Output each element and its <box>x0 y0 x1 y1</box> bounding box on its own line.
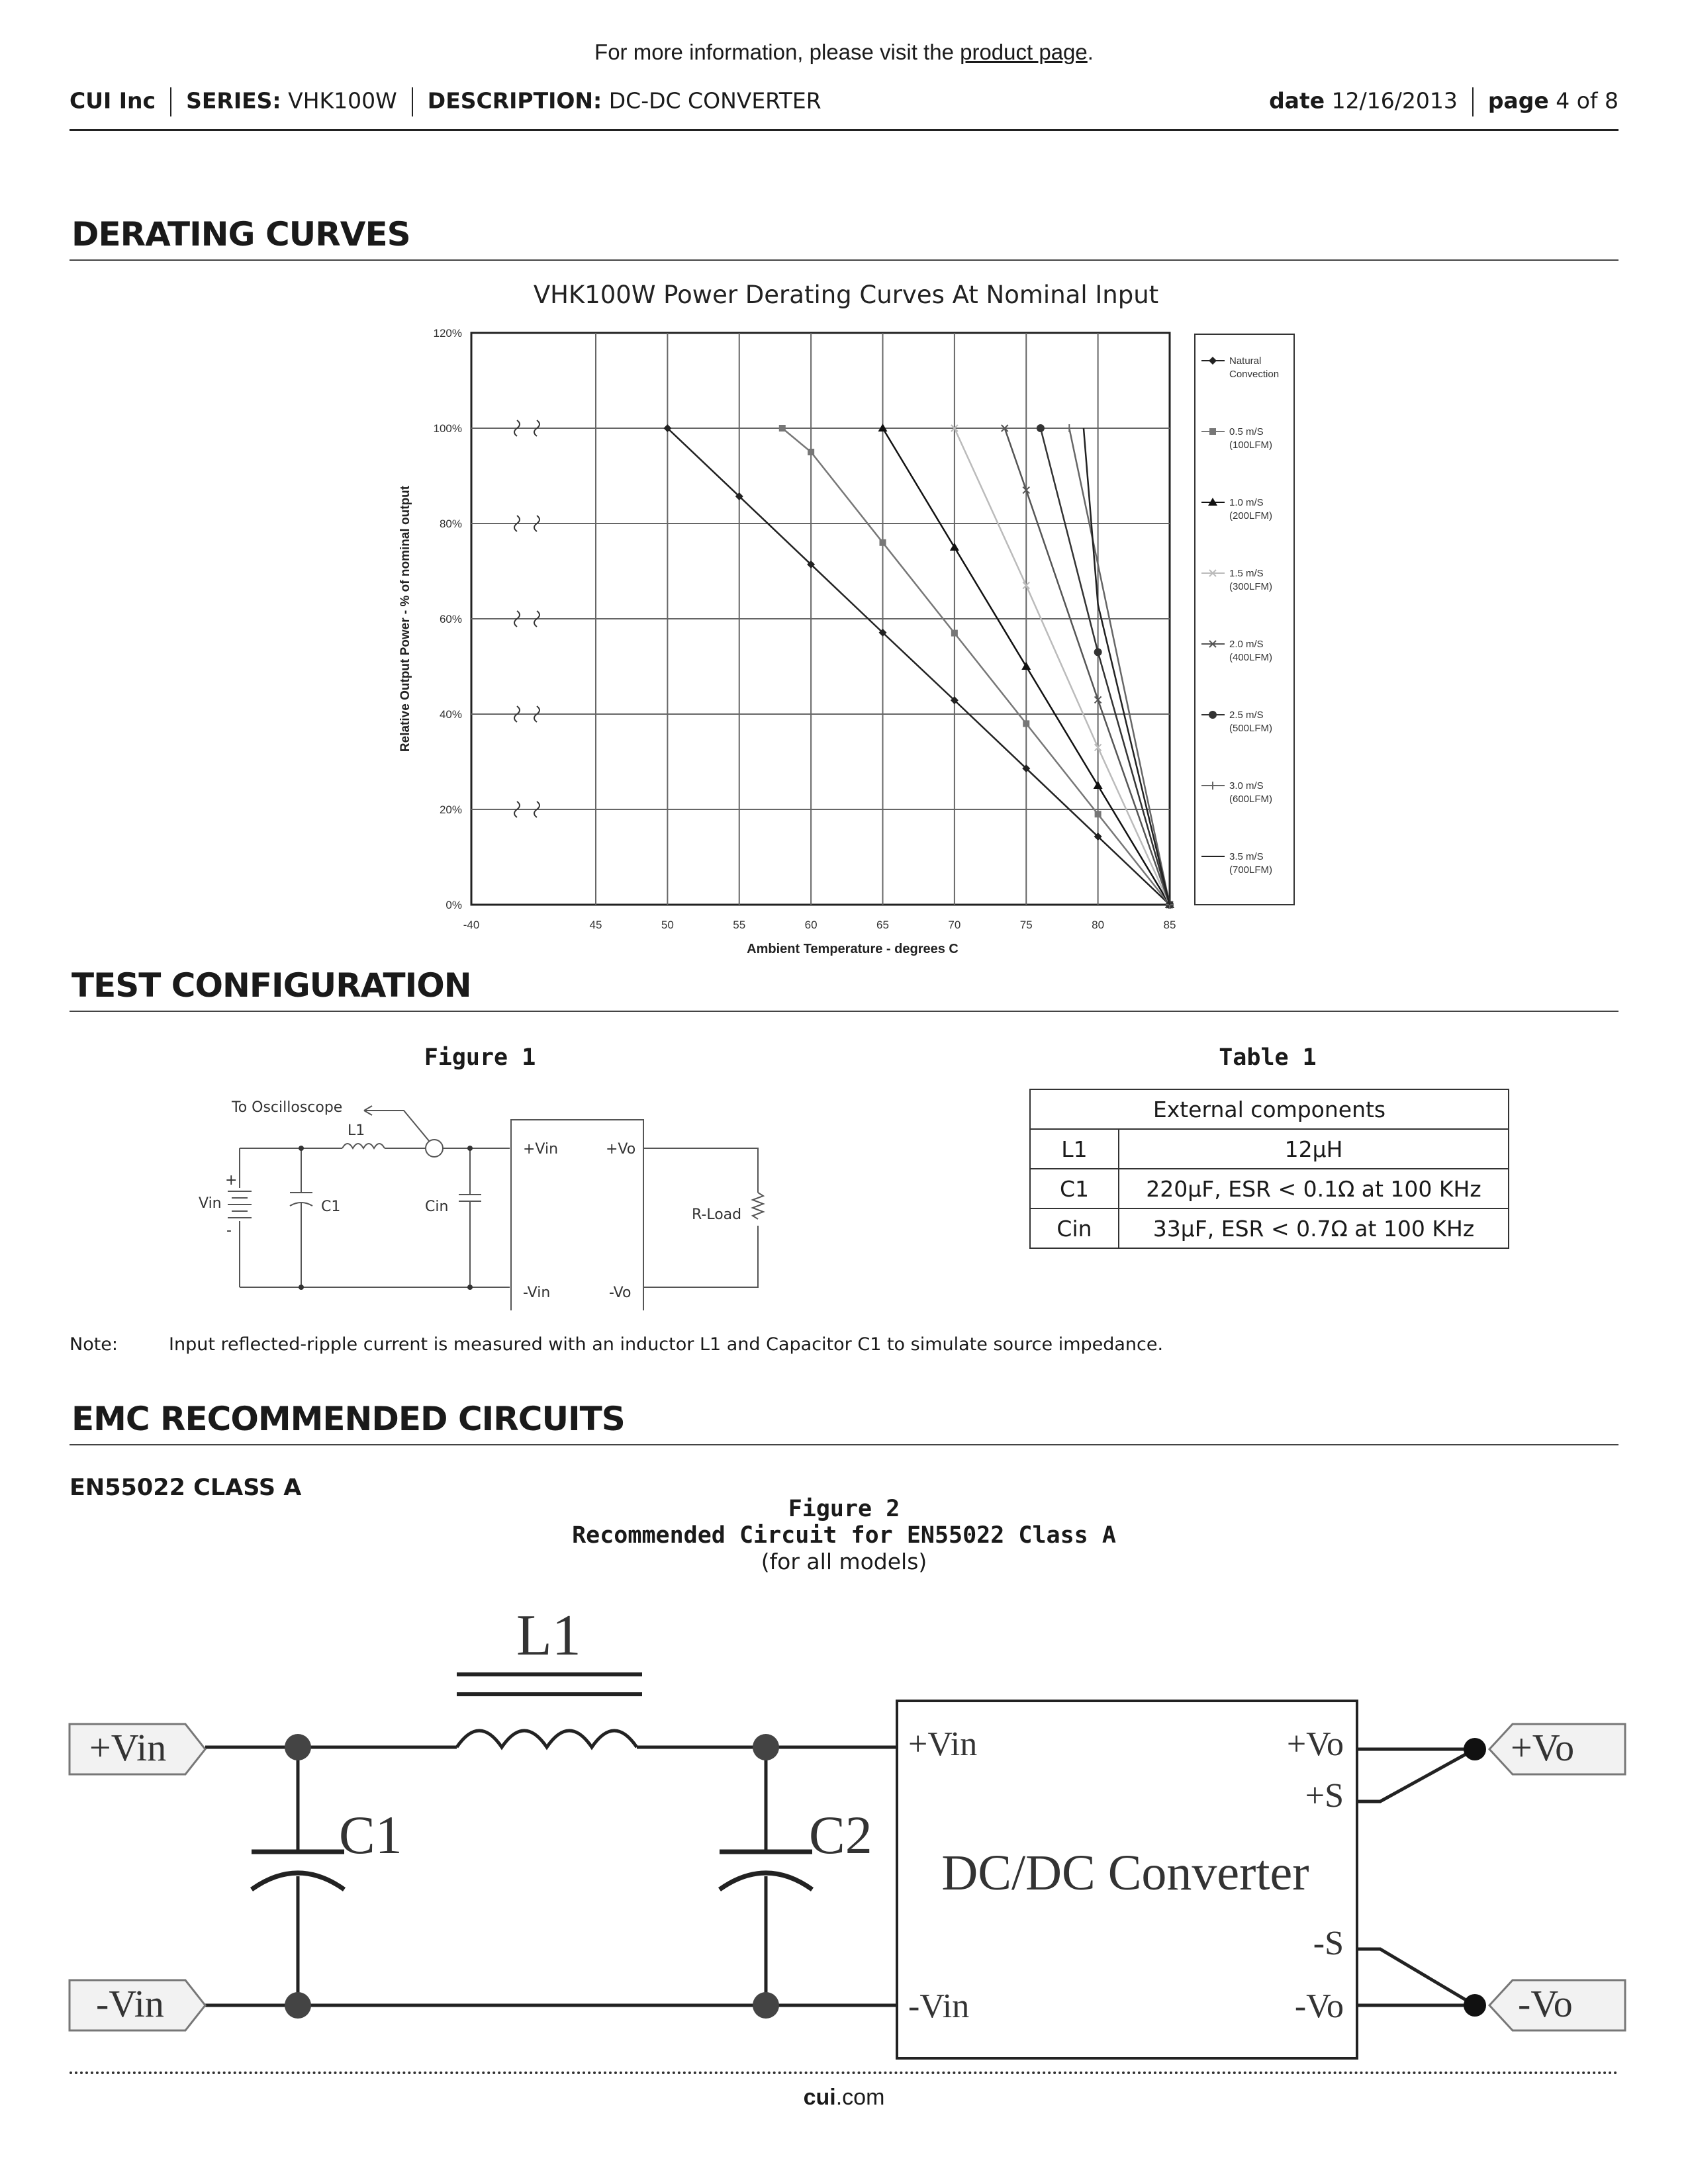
fig1-pvo-label: +Vo <box>606 1141 636 1158</box>
emc-subtitle: EN55022 CLASS A <box>70 1475 302 1501</box>
table-cell-value: 12µH <box>1119 1129 1509 1169</box>
section-rule <box>70 259 1618 261</box>
table-row <box>1030 1129 1509 1169</box>
emc-circuit-diagram <box>0 1588 1688 2065</box>
converter-ps-label: +S <box>1305 1777 1344 1815</box>
fig1-plus-label: + <box>225 1172 238 1189</box>
fig1-vin-label: Vin <box>199 1195 222 1212</box>
table1-caption: Table 1 <box>1219 1044 1317 1071</box>
header-divider <box>1472 87 1474 116</box>
fig1-rload-label: R-Load <box>692 1206 742 1223</box>
header-divider <box>170 87 171 116</box>
emc-l1-label: L1 <box>516 1604 581 1668</box>
section-title-emc: EMC RECOMMENDED CIRCUITS <box>71 1400 625 1438</box>
doc-header-right <box>1269 87 1618 116</box>
y-axis-label: Relative Output Power - % of nominal output <box>399 485 412 752</box>
data-point <box>808 449 814 455</box>
y-tick-label: 80% <box>439 518 462 530</box>
figure2-subcaption: Recommended Circuit for EN55022 Class A <box>572 1522 1116 1549</box>
emc-out-pos-label: +Vo <box>1511 1726 1575 1769</box>
table-cell-value: 33µF, ESR < 0.7Ω at 100 KHz <box>1119 1208 1509 1248</box>
legend-label: (200LFM) <box>1229 510 1273 522</box>
legend-label: (500LFM) <box>1229 723 1273 734</box>
converter-pvin-label: +Vin <box>908 1725 978 1763</box>
legend-label: (100LFM) <box>1229 439 1273 451</box>
table-row <box>1030 1169 1509 1208</box>
table-row <box>1030 1208 1509 1248</box>
description-value: DC-DC CONVERTER <box>608 87 821 114</box>
external-components-table <box>1029 1089 1509 1249</box>
section-title-test: TEST CONFIGURATION <box>71 966 471 1005</box>
data-point <box>1023 720 1029 727</box>
fig1-pvin-label: +Vin <box>523 1141 559 1158</box>
y-tick-label: 120% <box>433 327 462 340</box>
y-tick-label: 60% <box>439 613 462 625</box>
x-tick-label: 45 <box>589 919 602 931</box>
fig1-minus-label: - <box>226 1222 232 1239</box>
test-circuit-diagram <box>185 1079 781 1310</box>
note-text: Input reflected-ripple current is measured with an inductor L1 and Capacitor C1 to simulate source impedance. <box>169 1334 1164 1355</box>
y-tick-labels <box>434 327 462 911</box>
footer-divider <box>70 2071 1618 2074</box>
fig1-l1-label: L1 <box>348 1122 365 1139</box>
series-value: VHK100W <box>288 87 397 114</box>
x-tick-label: 85 <box>1163 919 1176 931</box>
table-cell-name: L1 <box>1030 1129 1119 1169</box>
date-value: 12/16/2013 <box>1331 87 1458 114</box>
page-value: 4 of 8 <box>1556 87 1618 114</box>
chart-legend-box <box>1195 334 1294 905</box>
emc-c1-label: C1 <box>339 1805 402 1865</box>
series-label: SERIES: <box>186 87 281 114</box>
x-tick-labels <box>463 919 1176 931</box>
table-cell-value: 220µF, ESR < 0.1Ω at 100 KHz <box>1119 1169 1509 1208</box>
x-tick-label: 65 <box>876 919 889 931</box>
data-point <box>779 425 786 432</box>
legend-label: 2.0 m/S <box>1229 639 1264 650</box>
emc-c2-label: C2 <box>809 1805 872 1865</box>
table-cell-name: C1 <box>1030 1169 1119 1208</box>
table-cell-name: Cin <box>1030 1208 1119 1248</box>
note-label: Note: <box>70 1334 118 1355</box>
legend-label: 3.0 m/S <box>1229 780 1264 792</box>
section-title-derating: DERATING CURVES <box>71 215 410 253</box>
info-note-suffix: . <box>1087 40 1094 64</box>
converter-pvo-label: +Vo <box>1286 1725 1344 1763</box>
converter-ns-label: -S <box>1313 1925 1344 1962</box>
fig1-cin-label: Cin <box>425 1199 449 1215</box>
legend-label: (600LFM) <box>1229 794 1273 805</box>
data-point <box>1094 648 1102 656</box>
data-point <box>1209 711 1217 719</box>
doc-header-left <box>70 87 821 116</box>
y-tick-label: 100% <box>433 422 462 435</box>
y-tick-label: 0% <box>445 899 462 911</box>
legend-label: 2.5 m/S <box>1229 709 1264 721</box>
data-point <box>880 539 886 546</box>
figure2-note: (for all models) <box>761 1549 927 1574</box>
legend-label: Natural <box>1229 355 1262 367</box>
legend-label: 1.5 m/S <box>1229 568 1264 579</box>
section-rule <box>70 1011 1618 1012</box>
chart-title: VHK100W Power Derating Curves At Nominal Input <box>533 281 1159 309</box>
description-label: DESCRIPTION: <box>427 87 602 114</box>
data-point <box>1095 811 1102 817</box>
legend-label: (400LFM) <box>1229 652 1273 663</box>
x-tick-label: 70 <box>948 919 961 931</box>
legend-label: 1.0 m/S <box>1229 497 1264 508</box>
x-tick-label: 55 <box>733 919 746 931</box>
y-tick-label: 40% <box>439 708 462 721</box>
legend-label: (700LFM) <box>1229 864 1273 876</box>
x-tick-label: 80 <box>1092 919 1105 931</box>
legend-label: (300LFM) <box>1229 581 1273 592</box>
x-tick-label: 75 <box>1019 919 1033 931</box>
footer-site[interactable] <box>0 2085 1688 2111</box>
fig1-nvin-label: -Vin <box>523 1285 551 1301</box>
page-label: page <box>1487 87 1549 114</box>
chart-grid <box>471 333 1170 905</box>
converter-nvin-label: -Vin <box>908 1987 970 2025</box>
product-page-link[interactable]: product page <box>960 40 1088 64</box>
converter-title: DC/DC Converter <box>941 1845 1309 1901</box>
x-tick-label: 60 <box>804 919 818 931</box>
company-name: CUI Inc <box>70 87 156 114</box>
data-point <box>1037 424 1045 432</box>
header-rule <box>70 129 1618 131</box>
emc-out-neg-label: -Vo <box>1518 1982 1573 2025</box>
x-axis-label: Ambient Temperature - degrees C <box>747 942 959 956</box>
fig1-nvo-label: -Vo <box>609 1285 632 1301</box>
table-header: External components <box>1030 1089 1509 1129</box>
footer-site-bold: cui <box>803 2085 836 2110</box>
date-label: date <box>1269 87 1325 114</box>
x-tick-label: -40 <box>463 919 480 931</box>
emc-in-pos-label: +Vin <box>89 1726 167 1769</box>
figure2-caption: Figure 2 <box>788 1496 900 1522</box>
header-divider <box>412 87 413 116</box>
info-note-prefix: For more information, please visit the <box>594 40 961 64</box>
footer-site-rest: .com <box>835 2085 885 2110</box>
info-note <box>0 40 1688 65</box>
table-header-row <box>1030 1089 1509 1129</box>
data-point <box>1209 428 1216 435</box>
data-point <box>951 630 958 637</box>
legend-label: 3.5 m/S <box>1229 851 1264 862</box>
oscilloscope-label: To Oscilloscope <box>232 1099 343 1116</box>
legend-label: 0.5 m/S <box>1229 426 1264 437</box>
fig1-c1-label: C1 <box>321 1199 341 1215</box>
x-tick-label: 50 <box>661 919 674 931</box>
emc-in-neg-label: -Vin <box>96 1982 164 2025</box>
figure1-caption: Figure 1 <box>424 1044 536 1071</box>
y-tick-label: 20% <box>439 803 462 816</box>
derating-chart <box>0 265 1688 966</box>
converter-nvo-label: -Vo <box>1294 1987 1344 2025</box>
section-rule <box>70 1444 1618 1445</box>
legend-label: Convection <box>1229 369 1280 380</box>
